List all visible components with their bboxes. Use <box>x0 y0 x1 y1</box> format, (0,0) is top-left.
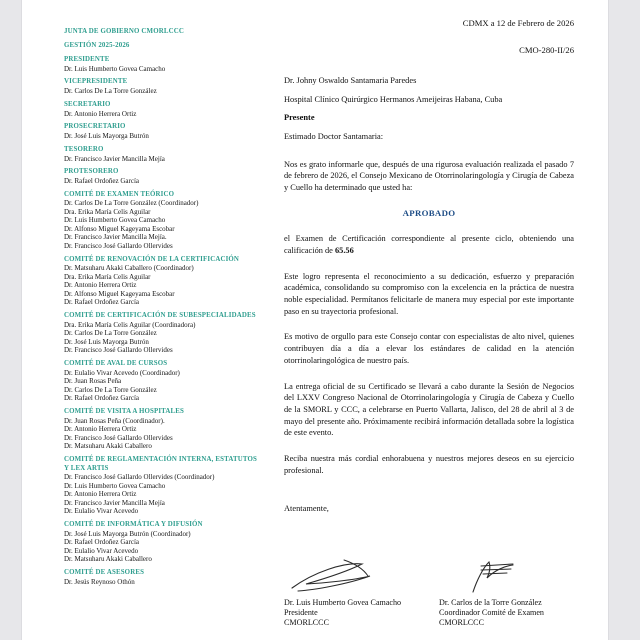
signature-name-president: Dr. Luis Humberto Govea Camacho <box>284 598 402 607</box>
sidebar-member: Dr. Antonio Herrera Ortiz <box>64 109 137 118</box>
sidebar-member: Dr. Luis Humberto Govea Camacho <box>64 481 166 490</box>
sidebar-section <box>64 56 269 73</box>
sidebar-section-title: COMITÉ DE CERTIFICACIÓN DE SUBESPECIALIDADES <box>64 312 256 320</box>
paragraph-2-text: el Examen de Certificación correspondiente al presente ciclo, obteniendo una calificación de <box>284 234 574 255</box>
sidebar-section <box>64 256 269 307</box>
sidebar-section-title: TESORERO <box>64 145 104 153</box>
handwritten-signature-icon <box>284 558 424 598</box>
sidebar-member: Dr. Francisco José Gallardo Ollervides <box>64 241 173 250</box>
sidebar-member: Dr. Alfonso Miguel Kageyama Escobar <box>64 224 175 233</box>
letter-reference: CMO-280-II/26 <box>519 44 574 55</box>
sidebar-member: Dr. Carlos De La Torre González <box>64 87 157 96</box>
sidebar-member: Dr. José Luis Mayorga Butrón (Coordinador) <box>64 529 191 538</box>
board-sidebar <box>64 28 269 592</box>
sidebar-section-title: PROSECRETARIO <box>64 123 126 131</box>
sidebar-member: Dr. Matsuharu Akaki Caballero (Coordinador) <box>64 264 194 273</box>
sidebar-section-title: PRESIDENTE <box>64 55 110 63</box>
paragraph-2 <box>284 233 574 256</box>
sidebar-section <box>64 42 269 51</box>
sidebar-section-title: COMITÉ DE EXAMEN TEÓRICO <box>64 190 175 198</box>
sidebar-member: Dr. Matsuharu Akaki Caballero <box>64 442 152 451</box>
signature-role-coordinator: Coordinador Comité de Examen <box>439 608 544 618</box>
sidebar-member: Dra. Erika María Celis Aguilar (Coordinadora) <box>64 320 196 329</box>
sidebar-member: Dra. Erika María Celis Aguilar <box>64 272 151 281</box>
closing-line: Atentamente, <box>284 503 329 513</box>
sidebar-section <box>64 456 269 516</box>
sidebar-section <box>64 191 269 251</box>
sidebar-section <box>64 101 269 118</box>
recipient-present: Presente <box>284 113 315 123</box>
sidebar-member: Dr. Matsuharu Akaki Caballero <box>64 555 152 564</box>
signature-area <box>284 558 584 629</box>
sidebar-section-title: COMITÉ DE RENOVACIÓN DE LA CERTIFICACIÓN <box>64 255 240 263</box>
signature-mark-coordinator <box>439 558 584 598</box>
cmorlccc-ribbon-logo <box>80 0 190 12</box>
sidebar-member: Dr. Rafael Ordoñez García <box>64 298 140 307</box>
handwritten-signature-icon <box>439 558 579 598</box>
sidebar-section <box>64 521 269 564</box>
sidebar-member: Dr. Francisco Javier Mancilla Mejía. <box>64 233 167 242</box>
sidebar-member: Dr. Francisco José Gallardo Ollervides (Coordinador) <box>64 473 215 482</box>
ribbon-logo-svg <box>80 0 190 12</box>
sidebar-section <box>64 312 269 355</box>
signature-org-coordinator: CMORLCCC <box>439 618 484 628</box>
paragraph-3: Este logro representa el reconocimiento a su dedicación, esfuerzo y preparación académica, consolidando su compromiso con la excelencia en la práctica de nuestra noble especialidad. Permítanos felicitarle de manera muy especial por este importante paso en su trayectoria profesional. <box>284 271 574 316</box>
exam-score: 65.56 <box>334 245 354 255</box>
sidebar-member: Dr. Luis Humberto Govea Camacho <box>64 64 166 73</box>
letter-date: CDMX a 12 de Febrero de 2026 <box>462 18 574 28</box>
sidebar-section <box>64 168 269 185</box>
sidebar-section <box>64 146 269 163</box>
sidebar-member: Dr. Eulalio Vivar Acevedo <box>64 546 139 555</box>
recipient-name: Dr. Johny Oswaldo Santamaria Paredes <box>284 76 417 86</box>
sidebar-member: Dr. Luis Humberto Govea Camacho <box>64 216 166 225</box>
sidebar-section-title: GESTIÓN 2025-2026 <box>64 41 130 49</box>
recipient-institution: Hospital Clínico Quirúrgico Hermanos Ameijeiras Habana, Cuba <box>284 94 503 104</box>
sidebar-member: Dr. Antonio Herrera Ortiz <box>64 490 137 499</box>
sidebar-member: Dr. Juan Rosas Peña <box>64 377 122 386</box>
sidebar-member: Dr. Francisco José Gallardo Ollervides <box>64 433 173 442</box>
sidebar-member: Dr. Antonio Herrera Ortiz <box>64 425 137 434</box>
sidebar-member: Dr. José Luis Mayorga Butrón <box>64 337 149 346</box>
sidebar-section <box>64 408 269 451</box>
sidebar-member: Dr. Rafael Ordoñez García <box>64 394 140 403</box>
sidebar-member: Dr. Eulalio Vivar Acevedo (Coordinador) <box>64 368 180 377</box>
sidebar-section-title: PROTESORERO <box>64 168 119 176</box>
sidebar-sections <box>64 42 269 586</box>
paragraph-4: Es motivo de orgullo para este Consejo contar con especialistas de alto nivel, quienes contribuyen día a día a elevar los estándares de calidad en la atención otorrinolaringológica de nuestro país. <box>284 332 574 365</box>
sidebar-section <box>64 123 269 140</box>
sidebar-section-title: SECRETARIO <box>64 100 111 108</box>
sidebar-member: Dr. Carlos De La Torre González (Coordinador) <box>64 199 199 208</box>
sidebar-member: Dr. Rafael Ordoñez García <box>64 538 140 547</box>
sidebar-section-title: COMITÉ DE REGLAMENTACIÓN INTERNA, ESTATUTOS <box>64 456 257 464</box>
letter-meta <box>284 18 574 56</box>
sidebar-member: Dr. Alfonso Miguel Kageyama Escobar <box>64 289 175 298</box>
sidebar-heading-block <box>64 28 269 37</box>
signature-role-president: Presidente <box>284 608 318 618</box>
sidebar-section-subtitle: Y LEX ARTIS <box>64 464 109 472</box>
sidebar-section-title: COMITÉ DE AVAL DE CURSOS <box>64 360 168 368</box>
result-badge: APROBADO <box>402 207 456 218</box>
signature-org-president: CMORLCCC <box>284 618 329 628</box>
signature-name-coordinator: Dr. Carlos de la Torre González <box>439 598 542 607</box>
sidebar-member: Dr. Jesús Reynoso Othón <box>64 577 135 586</box>
sidebar-heading: JUNTA DE GOBIERNO CMORLCCC <box>64 28 184 35</box>
sidebar-member: Dr. Francisco Javier Mancilla Mejía <box>64 154 165 163</box>
sidebar-section-title: COMITÉ DE VISITA A HOSPITALES <box>64 408 184 416</box>
sidebar-member: Dr. José Luis Mayorga Butrón <box>64 132 149 141</box>
sidebar-section-title: COMITÉ DE ASESORES <box>64 569 145 577</box>
sidebar-section-title: COMITÉ DE INFORMÁTICA Y DIFUSIÓN <box>64 521 203 529</box>
signature-block-president <box>284 558 429 629</box>
sidebar-member: Dr. Carlos De La Torre González <box>64 329 157 338</box>
sidebar-member: Dr. Eulalio Vivar Acevedo <box>64 507 139 516</box>
sidebar-member: Dr. Rafael Ordoñez García <box>64 176 140 185</box>
paragraph-1: Nos es grato informarle que, después de una rigurosa evaluación realizada el pasado 7 de febrero de 2026, el Consejo Mexicano de Otorrinolaringología y Cirugía de Cabeza y Cuello ha determinado que usted ha: <box>284 159 574 192</box>
sidebar-member: Dr. Carlos De La Torre González <box>64 385 157 394</box>
salutation: Estimado Doctor Santamaria: <box>284 131 384 141</box>
sidebar-member: Dr. Francisco José Gallardo Ollervides <box>64 346 173 355</box>
signature-mark-president <box>284 558 429 598</box>
document-page <box>22 0 608 640</box>
sidebar-section <box>64 360 269 403</box>
document-header <box>22 0 608 16</box>
recipient-block <box>284 75 574 142</box>
signature-block-coordinator <box>439 558 584 629</box>
sidebar-member: Dra. Erika María Celis Aguilar <box>64 207 151 216</box>
sidebar-section <box>64 78 269 95</box>
sidebar-member: Dr. Juan Rosas Peña (Coordinador). <box>64 416 165 425</box>
sidebar-section <box>64 569 269 586</box>
paragraph-6: Reciba nuestra más cordial enhorabuena y nuestros mejores deseos en su ejercicio profesional. <box>284 454 574 475</box>
sidebar-member: Dr. Francisco Javier Mancilla Mejía <box>64 498 165 507</box>
paragraph-5: La entrega oficial de su Certificado se llevará a cabo durante la Sesión de Negocios del LXXV Congreso Nacional de Otorrinolaringología y Cirugía de Cabeza y Cuello de la SMORL y CCC, a celebrarse en Puerto Vallarta, Jalisco, del 28 de abril al 3 de mayo del presente año. Próximamente recibirá información detallada sobre la logística de este evento. <box>284 381 574 438</box>
letter-body <box>284 18 574 514</box>
sidebar-member: Dr. Antonio Herrera Ortiz <box>64 281 137 290</box>
sidebar-section-title: VICEPRESIDENTE <box>64 78 128 86</box>
